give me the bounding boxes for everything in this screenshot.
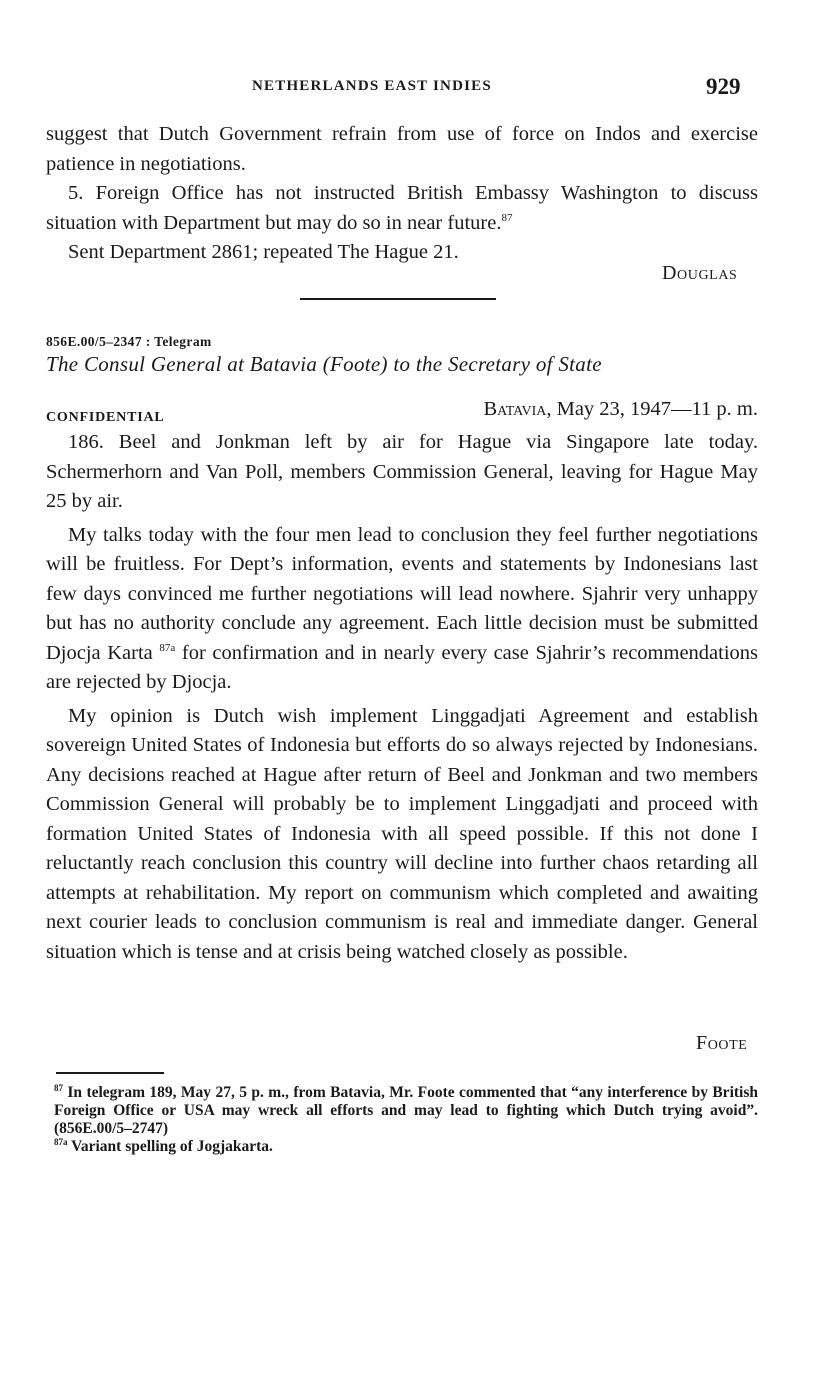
footnote-ref[interactable]: 87a [159, 641, 176, 654]
sent-line: Sent Department 2861; repeated The Hague 21. [68, 241, 459, 263]
running-title: NETHERLANDS EAST INDIES [252, 78, 492, 94]
signature: Douglas [662, 262, 738, 284]
telegram-body [46, 428, 758, 967]
body-paragraph: My talks today with the four men lead to conclusion they feel further negotiations will be fruitless. For Dept’s information, events and statements by Indonesians last few days convinced me further negotiations will lead nowhere. Sjahrir very unhappy but has no authority conclude any agreement. Each little decision must be submitted Djocja Karta $^{87a}$ for confirmation and in nearly every case Sjahrir’s recommendations are rejected by Djocja. [46, 523, 759, 693]
dateline [484, 398, 759, 421]
footnote: $^{87a}$ Variant spelling of Jogjakarta. [54, 1137, 273, 1155]
body-paragraph: 5. Foreign Office has not instructed British Embassy Washington to discuss situation with Department but may do so in near future.$^{87}$ [46, 182, 758, 234]
running-head [0, 74, 838, 104]
dateline-place: Batavia, [483, 398, 552, 420]
footnote-rule [56, 1072, 164, 1074]
dateline-date: May 23, 1947—11 p. m. [556, 398, 758, 420]
body-paragraph: 186. Beel and Jonkman left by air for Hague via Singapore late today. Schermerhorn and Van Poll, members Commission General, leaving for Hague May 25 by air. [46, 431, 758, 512]
classification-label: CONFIDENTIAL [46, 410, 165, 425]
section-divider [300, 298, 496, 300]
page-number: 929 [706, 74, 741, 99]
footnote: $^{87}$ In telegram 189, May 27, 5 p. m., from Batavia, Mr. Foote commented that “any interference by British Foreign Office or USA may wreck all efforts and may lead to fighting which Dutch trying avoid”. (856E.00/5–2747) [54, 1083, 758, 1137]
previous-document-body [46, 120, 758, 268]
signature: Foote [696, 1032, 748, 1054]
dateline-row [46, 398, 758, 428]
footnotes [54, 1084, 758, 1156]
document-title: The Consul General at Batavia (Foote) to the Secretary of State [46, 352, 602, 376]
footnote-ref[interactable]: 87 [501, 211, 513, 224]
file-number: 856E.00/5–2347 : Telegram [46, 334, 212, 349]
body-paragraph: suggest that Dutch Government refrain from use of force on Indos and exercise patience in negotiations. [46, 123, 758, 175]
body-paragraph: My opinion is Dutch wish implement Linggadjati Agreement and establish sovereign United States of Indonesia but efforts do so always rejected by Indonesians. Any decisions reached at Hague after return of Beel and Jonkman and two members Commission General will probably be to implement Linggadjati and proceed with formation United States of Indonesia with all speed possible. If this not done I reluctantly reach conclusion this country will decline into further chaos retarding all attempts at rehabilitation. My report on communism which completed and awaiting next courier leads to conclusion communism is real and immediate danger. General situation which is tense and at crisis being watched closely as possible. [46, 704, 758, 963]
